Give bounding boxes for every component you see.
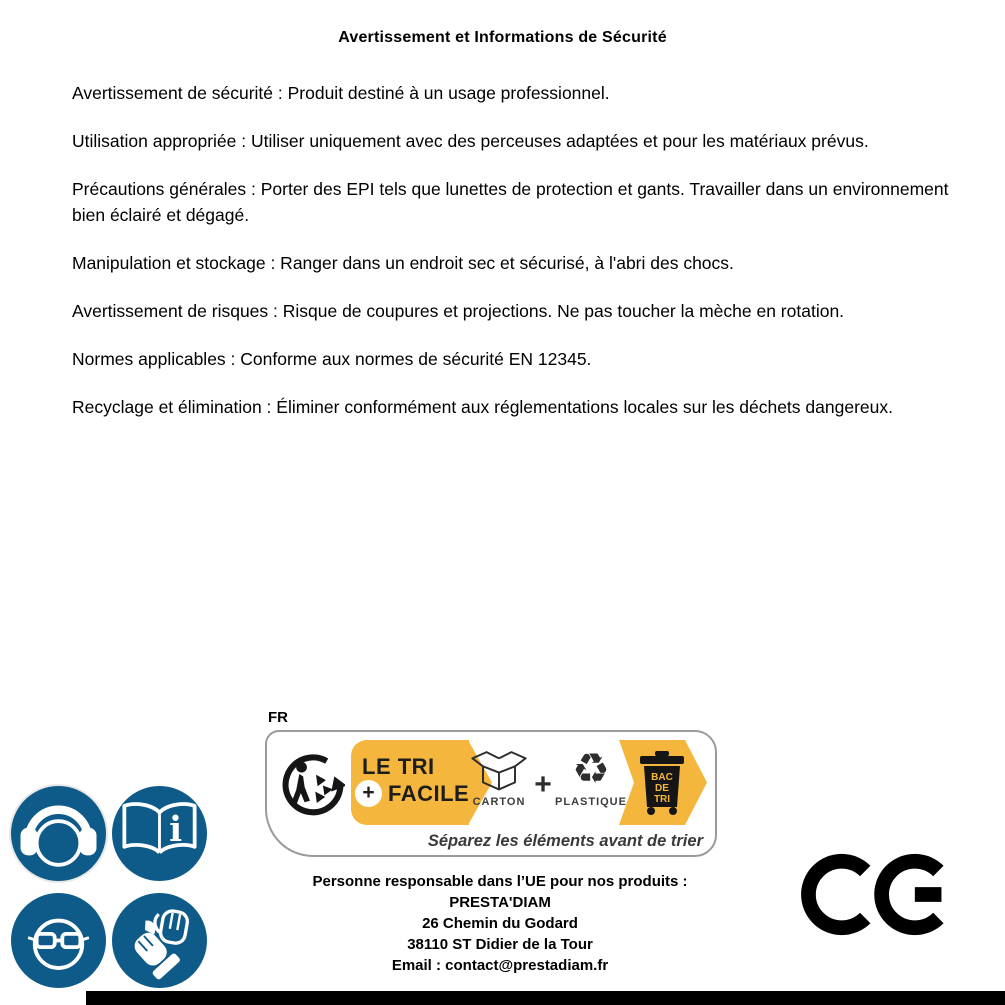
safety-paragraphs — [72, 80, 964, 442]
paragraph-risk-warning: Avertissement de risques : Risque de coupures et projections. Ne pas toucher la mèche en rotation. — [72, 301, 845, 321]
materials-plus-sign: + — [534, 768, 552, 801]
material-carton-label: CARTON — [472, 796, 526, 808]
responsible-city: 38110 ST Didier de la Tour — [407, 936, 593, 953]
cardboard-box-icon — [467, 744, 531, 794]
wear-eye-protection-icon — [11, 893, 106, 988]
triman-icon — [281, 748, 345, 826]
headline-le-tri: LE TRI — [362, 754, 435, 779]
info-tri-sorting-label — [265, 730, 717, 857]
headline-facile: FACILE — [388, 781, 470, 806]
page-bottom-bar — [86, 991, 1005, 1005]
sorting-bin-icon — [639, 750, 685, 818]
material-carton — [467, 744, 531, 808]
svg-text:DE: DE — [655, 783, 669, 794]
material-plastique — [555, 744, 627, 808]
svg-text:TRI: TRI — [653, 794, 671, 805]
paragraph-applicable-standards: Normes applicables : Conforme aux normes de sécurité EN 12345. — [72, 349, 592, 369]
responsible-email: Email : contact@prestadiam.fr — [391, 957, 609, 974]
paragraph-handling-storage: Manipulation et stockage : Ranger dans un endroit sec et sécurisé, à l'abri des chocs. — [72, 253, 734, 273]
material-plastique-label: PLASTIQUE — [555, 796, 627, 808]
svg-text:BAC: BAC — [651, 772, 673, 783]
paragraph-safety-warning: Avertissement de sécurité : Produit destiné à un usage professionnel. — [72, 83, 610, 103]
paragraph-general-precautions: Précautions générales : Porter des EPI tels que lunettes de protection et gants. Travailler dans un environnement bien éclairé et dégagé. — [72, 179, 949, 225]
responsible-street: 26 Chemin du Godard — [422, 915, 578, 932]
plus-circle-icon: + — [355, 780, 382, 807]
svg-text:i: i — [169, 810, 183, 851]
country-code-label: FR — [268, 709, 288, 726]
read-instruction-manual-icon — [112, 786, 207, 881]
sorting-footer-note: Séparez les éléments avant de trier — [427, 832, 703, 850]
wear-ear-protection-icon — [11, 786, 106, 881]
paragraph-appropriate-use: Utilisation appropriée : Utiliser uniquement avec des perceuses adaptées et pour les matériaux prévus. — [72, 131, 869, 151]
eu-responsible-block — [148, 871, 852, 976]
paragraph-recycling-disposal: Recyclage et élimination : Éliminer conformément aux réglementations locales sur les déchets dangereux. — [72, 397, 893, 417]
responsible-intro: Personne responsable dans l’UE pour nos produits : — [312, 873, 688, 890]
ce-mark-icon — [795, 847, 953, 942]
page-title: Avertissement et Informations de Sécurité — [338, 29, 667, 46]
responsible-company: PRESTA'DIAM — [449, 894, 551, 911]
recycling-arrows-icon: ♻ — [572, 744, 610, 793]
